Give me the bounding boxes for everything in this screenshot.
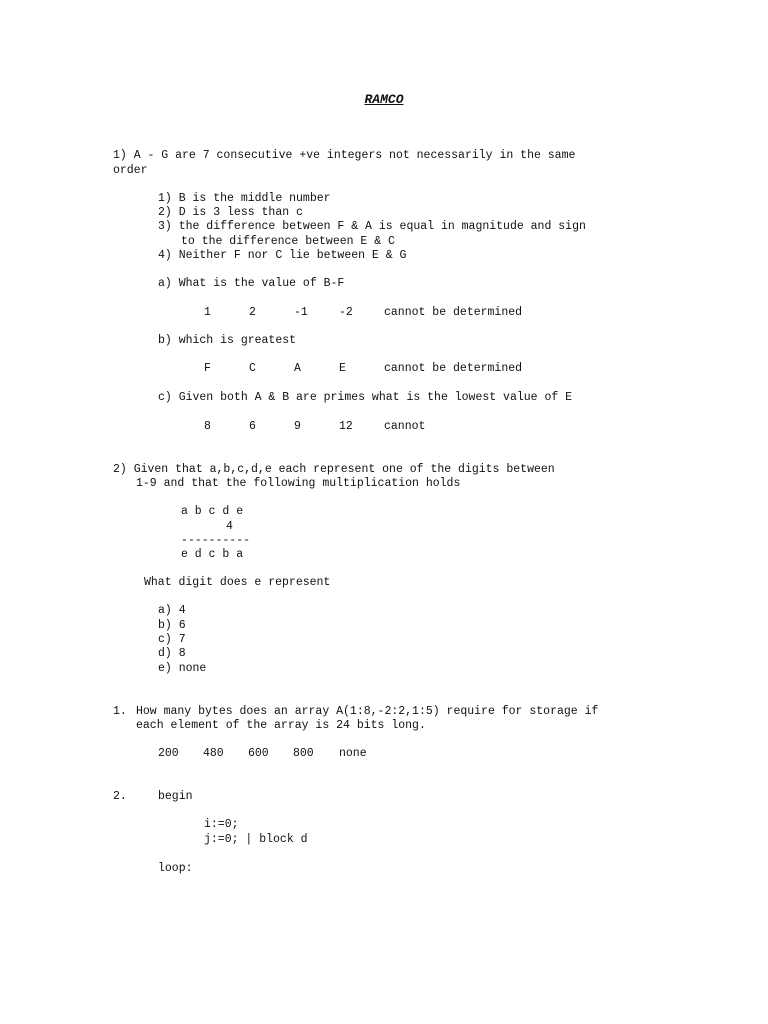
- q1a-option-5: cannot be determined: [384, 306, 523, 319]
- q2-mult-multiplier: 4: [226, 520, 233, 533]
- q2-line-2: 1-9 and that the following multiplication holds: [136, 477, 461, 490]
- q4-loop-label: loop:: [158, 862, 193, 875]
- q4-code-line-2: j:=0; | block d: [204, 833, 308, 846]
- q2-option-c: c) 7: [158, 633, 186, 646]
- page-title: RAMCO: [364, 92, 404, 107]
- q3-line-2: each element of the array is 24 bits long.: [136, 719, 426, 732]
- q1c-option-3: 9: [294, 420, 301, 433]
- q1b-option-4: E: [339, 362, 346, 375]
- q3-option-5: none: [339, 747, 367, 760]
- q1c-option-1: 8: [204, 420, 211, 433]
- q1a-question: a) What is the value of B-F: [158, 277, 345, 290]
- q1-condition-1: 1) B is the middle number: [158, 192, 331, 205]
- q2-question: What digit does e represent: [144, 576, 331, 589]
- q2-option-e: e) none: [158, 662, 207, 675]
- q3-option-4: 800: [293, 747, 314, 760]
- q1b-option-2: C: [249, 362, 256, 375]
- q2-mult-result: e d c b a: [181, 548, 244, 561]
- q2-option-a: a) 4: [158, 604, 186, 617]
- q3-option-3: 600: [248, 747, 269, 760]
- q1c-option-4: 12: [339, 420, 353, 433]
- q2-line-1: 2) Given that a,b,c,d,e each represent one of the digits between: [113, 463, 555, 476]
- q1-condition-3-cont: to the difference between E & C: [181, 235, 395, 248]
- q3-option-1: 200: [158, 747, 179, 760]
- q3-line-1: How many bytes does an array A(1:8,-2:2,1:5) require for storage if: [136, 705, 599, 718]
- q2-mult-rule: ----------: [181, 534, 251, 547]
- q1b-option-1: F: [204, 362, 211, 375]
- q1b-question: b) which is greatest: [158, 334, 297, 347]
- q1-line-2: order: [113, 164, 148, 177]
- q1c-question: c) Given both A & B are primes what is the lowest value of E: [158, 391, 573, 404]
- q4-code-line-1: i:=0;: [204, 818, 239, 831]
- q3-number: 1.: [113, 705, 127, 718]
- q2-option-b: b) 6: [158, 619, 186, 632]
- q1-condition-4: 4) Neither F nor C lie between E & G: [158, 249, 407, 262]
- q3-option-2: 480: [203, 747, 224, 760]
- q1b-option-3: A: [294, 362, 301, 375]
- q1a-option-4: -2: [339, 306, 353, 319]
- q1c-option-2: 6: [249, 420, 256, 433]
- q1-line-1: 1) A - G are 7 consecutive +ve integers not necessarily in the same: [113, 149, 576, 162]
- q4-number: 2.: [113, 790, 127, 803]
- q4-begin: begin: [158, 790, 193, 803]
- q2-mult-top: a b c d e: [181, 505, 244, 518]
- q1a-option-1: 1: [204, 306, 211, 319]
- q2-option-d: d) 8: [158, 647, 186, 660]
- q1a-option-3: -1: [294, 306, 308, 319]
- q1b-option-5: cannot be determined: [384, 362, 523, 375]
- q1c-option-5: cannot: [384, 420, 426, 433]
- q1-condition-2: 2) D is 3 less than c: [158, 206, 303, 219]
- q1a-option-2: 2: [249, 306, 256, 319]
- q1-condition-3: 3) the difference between F & A is equal in magnitude and sign: [158, 220, 586, 233]
